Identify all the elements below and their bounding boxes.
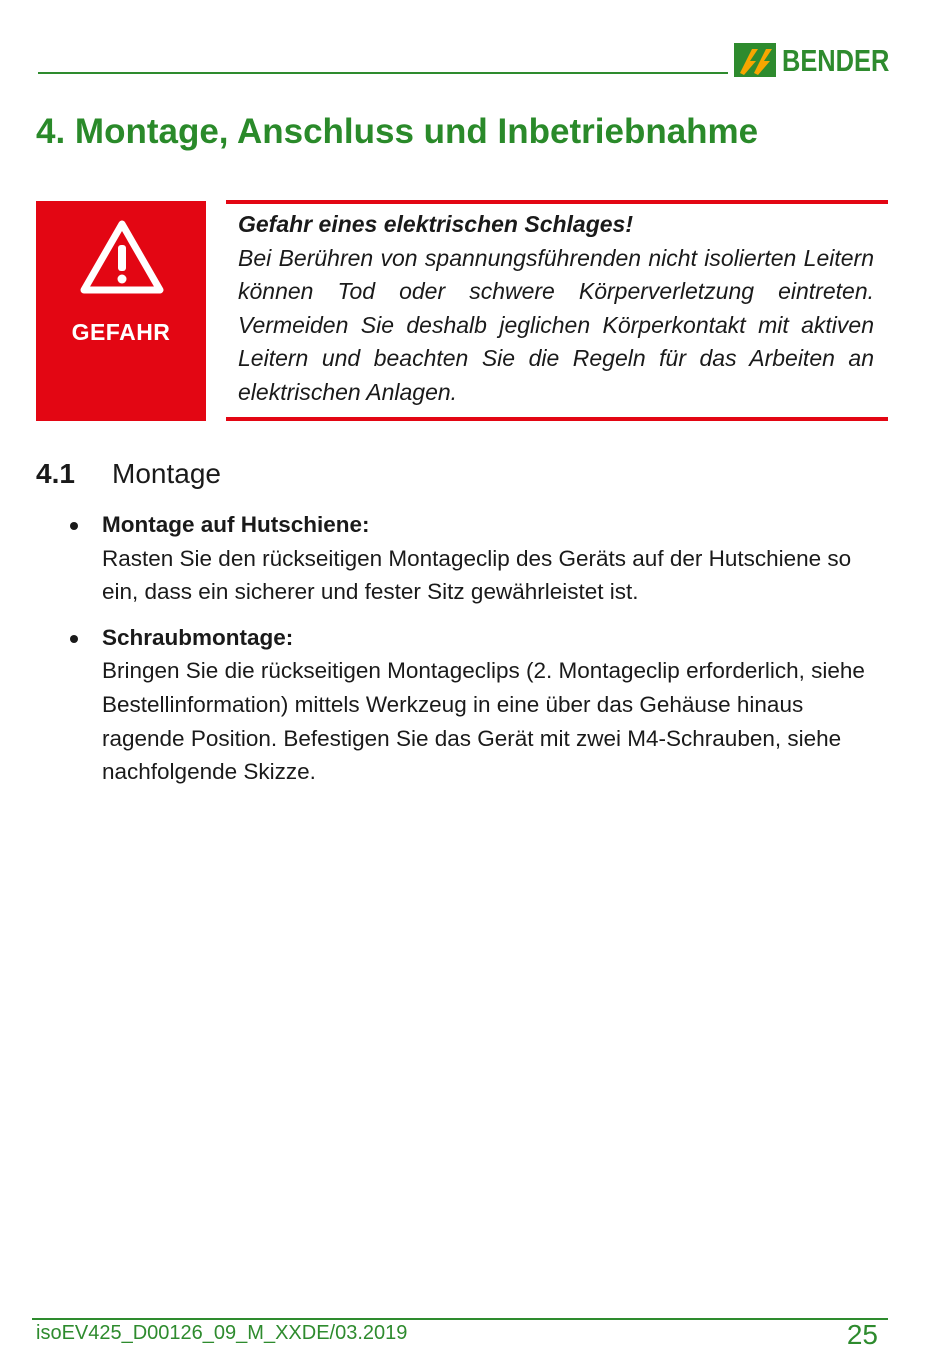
danger-label: GEFAHR: [71, 319, 171, 345]
bullet-icon: [70, 635, 78, 643]
chapter-title: 4. Montage, Anschluss und Inbetriebnahme: [36, 112, 759, 151]
mounting-list: [68, 508, 888, 801]
section-number: 4.1: [36, 458, 75, 489]
danger-body: Bei Berühren von spannungsführenden nicht isolierten Leitern können Tod oder schwere Körperverletzung eintreten. Vermeiden Sie deshalb jeglichen Körperkontakt mit aktiven Leitern und beachten Sie die Regeln für das Arbeiten an elektrischen Anlagen.: [238, 244, 874, 405]
list-item-title: Montage auf Hutschiene:: [102, 512, 370, 537]
footer-rule: [32, 1318, 888, 1320]
danger-heading: Gefahr eines elektrischen Schlages!: [238, 211, 634, 237]
section-title: Montage: [112, 458, 221, 489]
list-item-din-rail: [68, 508, 888, 609]
danger-message: [238, 208, 874, 410]
section-heading: [36, 458, 221, 490]
list-item-text: Bringen Sie die rückseitigen Montageclips (2. Montageclip erforderlich, siehe Bestellinformation) mittels Werkzeug in eine über das Gehäuse hinaus ragende Position. Befestigen Sie das Gerät mit zwei M4-Schrauben, siehe nachfolgende Skizze.: [102, 658, 865, 785]
warning-triangle-icon: [79, 219, 165, 295]
list-item-screw-mount: [68, 621, 888, 789]
page-number: 25: [846, 1319, 878, 1350]
danger-rule-bottom: [226, 417, 888, 421]
document-id: isoEV425_D00126_09_M_XXDE/03.2019: [36, 1322, 408, 1344]
danger-rule-top: [226, 200, 888, 204]
danger-badge: [36, 201, 206, 421]
bender-lightning-logo-icon: [734, 43, 776, 77]
brand-logo: [734, 42, 913, 78]
list-item-text: Rasten Sie den rückseitigen Montageclip des Geräts auf der Hutschiene so ein, dass ein sicherer und fester Sitz gewährleistet ist.: [102, 545, 852, 605]
brand-name: BENDER: [782, 42, 890, 78]
bullet-icon: [70, 522, 78, 530]
list-item-title: Schraubmontage:: [102, 624, 294, 650]
header-rule: [38, 72, 728, 74]
